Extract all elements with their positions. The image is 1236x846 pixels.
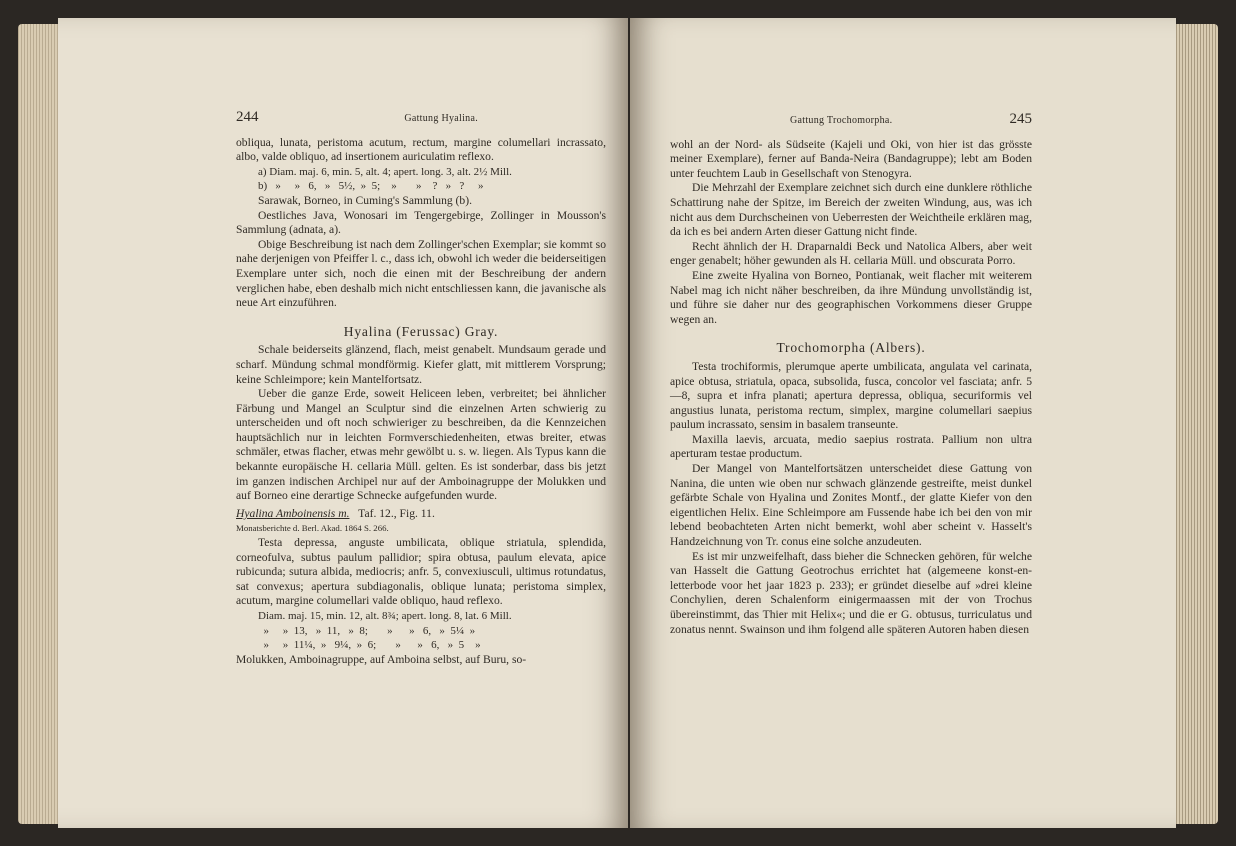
- measurement-line: » » 11¼, » 9¼, » 6; » » 6, » 5 »: [258, 639, 481, 652]
- measurement-line: a) Diam. maj. 6, min. 5, alt. 4; apert. long. 3, alt. 2½ Mill.: [258, 165, 512, 178]
- paragraph: Testa trochiformis, plerumque aperte umbilicata, angulata vel carinata, apice obtusa, striatula, opaca, subsolida, fusca, concolor vel fasciata; anfr. 5—8, supra et infra planati; apertura depressa, obliqua, securiformis vel angustius lunata, peristoma rectum, simplex, margine columellari saepius paulum incrassato, sensim in basalem transeunte.: [670, 359, 1032, 432]
- paragraph: Der Mangel von Mantelfortsätzen unterscheidet diese Gattung von Nanina, die unten wie oben nur schwach glänzende gestreifte, meist dunkel gefärbte Schale von Hyalina und Zonites Montf., der glatte Kiefer von den eigentlichen Helix. Eine Schleimpore am Fussende habe ich bei den von mir lebend beobachteten Arten nicht bemerkt, wohl aber scheint v. Hasselt's Handzeichnung von Tr. conus eine solche anzudeuten.: [670, 462, 1032, 549]
- page-number: 245: [1009, 111, 1032, 127]
- paragraph: Schale beiderseits glänzend, flach, meist genabelt. Mundsaum gerade und scharf. Mündung schmal mondförmig. Kiefer glatt, mit mittlerem Vorsprung; keine Schleimpore; kein Mantelfortsatz.: [236, 343, 606, 386]
- species-heading: [236, 507, 606, 522]
- paragraph: Recht ähnlich der H. Draparnaldi Beck und Natolica Albers, aber weit enger genabelt; höher gewunden als H. cellaria Müll. und obscurata Porro.: [670, 239, 1032, 268]
- left-page-text: [236, 110, 606, 667]
- left-running-head: [236, 110, 606, 127]
- paragraph: Eine zweite Hyalina von Borneo, Pontianak, weit flacher mit weiterem Nabel mag ich nicht näher beschreiben, da ihre Mündung unvollständig ist, und führe sie daher nur des geographischen Vorkommens dieser Gruppe wegen an.: [670, 268, 1032, 326]
- paragraph: Oestliches Java, Wonosari im Tengergebirge, Zollinger in Mousson's Sammlung (adnata, a).: [236, 208, 606, 237]
- right-page-text: [670, 112, 1032, 637]
- paragraph: Ueber die ganze Erde, soweit Heliceen leben, verbreitet; bei ähnlicher Färbung und Mangel an Sculptur sind die einzelnen Arten schwierig zu unterscheiden und oft noch schwieriger zu beschreiben, da die Kennzeichen hauptsächlich nur in leichten Formverschiedenheiten, etwas breiter, etwas schmäler, etwas flacher, etwas mehr gewölbt u. s. w. liegen. Als Typus kann die bekannte europäische H. cellaria Müll. gelten. Es ist sonderbar, dass bis jetzt im ganzen indischen Archipel nur auf der Amboinagruppe der Molukken und auf Borneo eine derartige Schnecke aufgefunden wurde.: [236, 387, 606, 503]
- species-ref: Taf. 12., Fig. 11.: [358, 506, 435, 520]
- paragraph: wohl an der Nord- als Südseite (Kajeli und Oki, von hier ist das grösste meiner Exemplare), ferner auf Banda-Neira (Bandagruppe); lebt am Boden unter feuchtem Laub in Gesellschaft von Stenogyra.: [670, 137, 1032, 180]
- paragraph: Obige Beschreibung ist nach dem Zollinger'schen Exemplar; sie kommt so nahe derjenigen von Pfeiffer l. c., dass ich, obwohl ich weder die beiderseitigen Exemplare unter sich, noch die einen mit der Beschreibung der andern verglichen habe, eben deshalb mich nicht entschliessen kann, die javanische als neue Art einzuführen.: [236, 237, 606, 310]
- species-name: Hyalina Amboinensis m.: [236, 506, 350, 520]
- paragraph: Es ist mir unzweifelhaft, dass bieher die Schnecken gehören, für welche van Hasselt die Gattung Geotrochus errichtet hat (algemeene konst-en-letterbode voor het jaar 1823 p. 233); er gründet dieselbe auf »drei kleine Conchylien, deren Schalenform einigermaassen mit der von Trochus übereinstimmt, das Thier mit Helix«; und die er G. obtusus, turriculatus und zonatus nennt. Swainson und ihm folgend alle späteren Autoren haben diesen: [670, 549, 1032, 636]
- page-number: 244: [236, 109, 259, 125]
- measurement-line: » » 13, » 11, » 8; » » 6, » 5¼ »: [258, 624, 476, 637]
- left-page: [58, 18, 628, 828]
- measurement-line: Diam. maj. 15, min. 12, alt. 8¾; apert. long. 8, lat. 6 Mill.: [258, 610, 512, 622]
- species-description: Testa depressa, anguste umbilicata, oblique striatula, splendida, corneofulva, subtus paulum pallidior; spira obtusa, paulum elevata, apice rubicunda; sutura albida, mediocris; anfr. 5, convexiusculi, ultimus rotundatus, sat convexus; apertura subdiagonalis, oblique lunata; peristoma simplex, acutum, margine columellari valde obliquo, haud reflexo.: [236, 536, 606, 608]
- paragraph: Die Mehrzahl der Exemplare zeichnet sich durch eine dunklere röthliche Schattirung nahe der Spitze, im Bereich der zweiten Windung, aus, was ich nicht aus dem Durchscheinen von Ueberresten der Weichtheile erklären mag, da ich es bei andern Arten dieser Gattung nicht finde.: [670, 181, 1032, 239]
- running-title: Gattung Hyalina.: [404, 113, 478, 124]
- paragraph: Maxilla laevis, arcuata, medio saepius rostrata. Pallium non ultra aperturam testae productum.: [670, 432, 1032, 461]
- open-book: [18, 10, 1218, 836]
- paragraph: obliqua, lunata, peristoma acutum, rectum, margine columellari incrassato, albo, valde obliquo, ad insertionem auriculatim reflexo.: [236, 135, 606, 164]
- locality: Molukken, Amboinagruppe, auf Amboina selbst, auf Buru, so-: [236, 652, 527, 666]
- right-running-head: [670, 112, 1032, 129]
- measurement-line: b) » » 6, » 5½, » 5; » » ? » ? »: [258, 180, 484, 193]
- citation: Monatsberichte d. Berl. Akad. 1864 S. 266.: [236, 523, 389, 534]
- paragraph: Sarawak, Borneo, in Cuming's Sammlung (b).: [258, 193, 472, 207]
- section-title: Trochomorpha (Albers).: [776, 340, 926, 356]
- section-title: Hyalina (Ferussac) Gray.: [343, 323, 499, 339]
- right-page: [630, 18, 1176, 828]
- running-title: Gattung Trochomorpha.: [790, 115, 893, 126]
